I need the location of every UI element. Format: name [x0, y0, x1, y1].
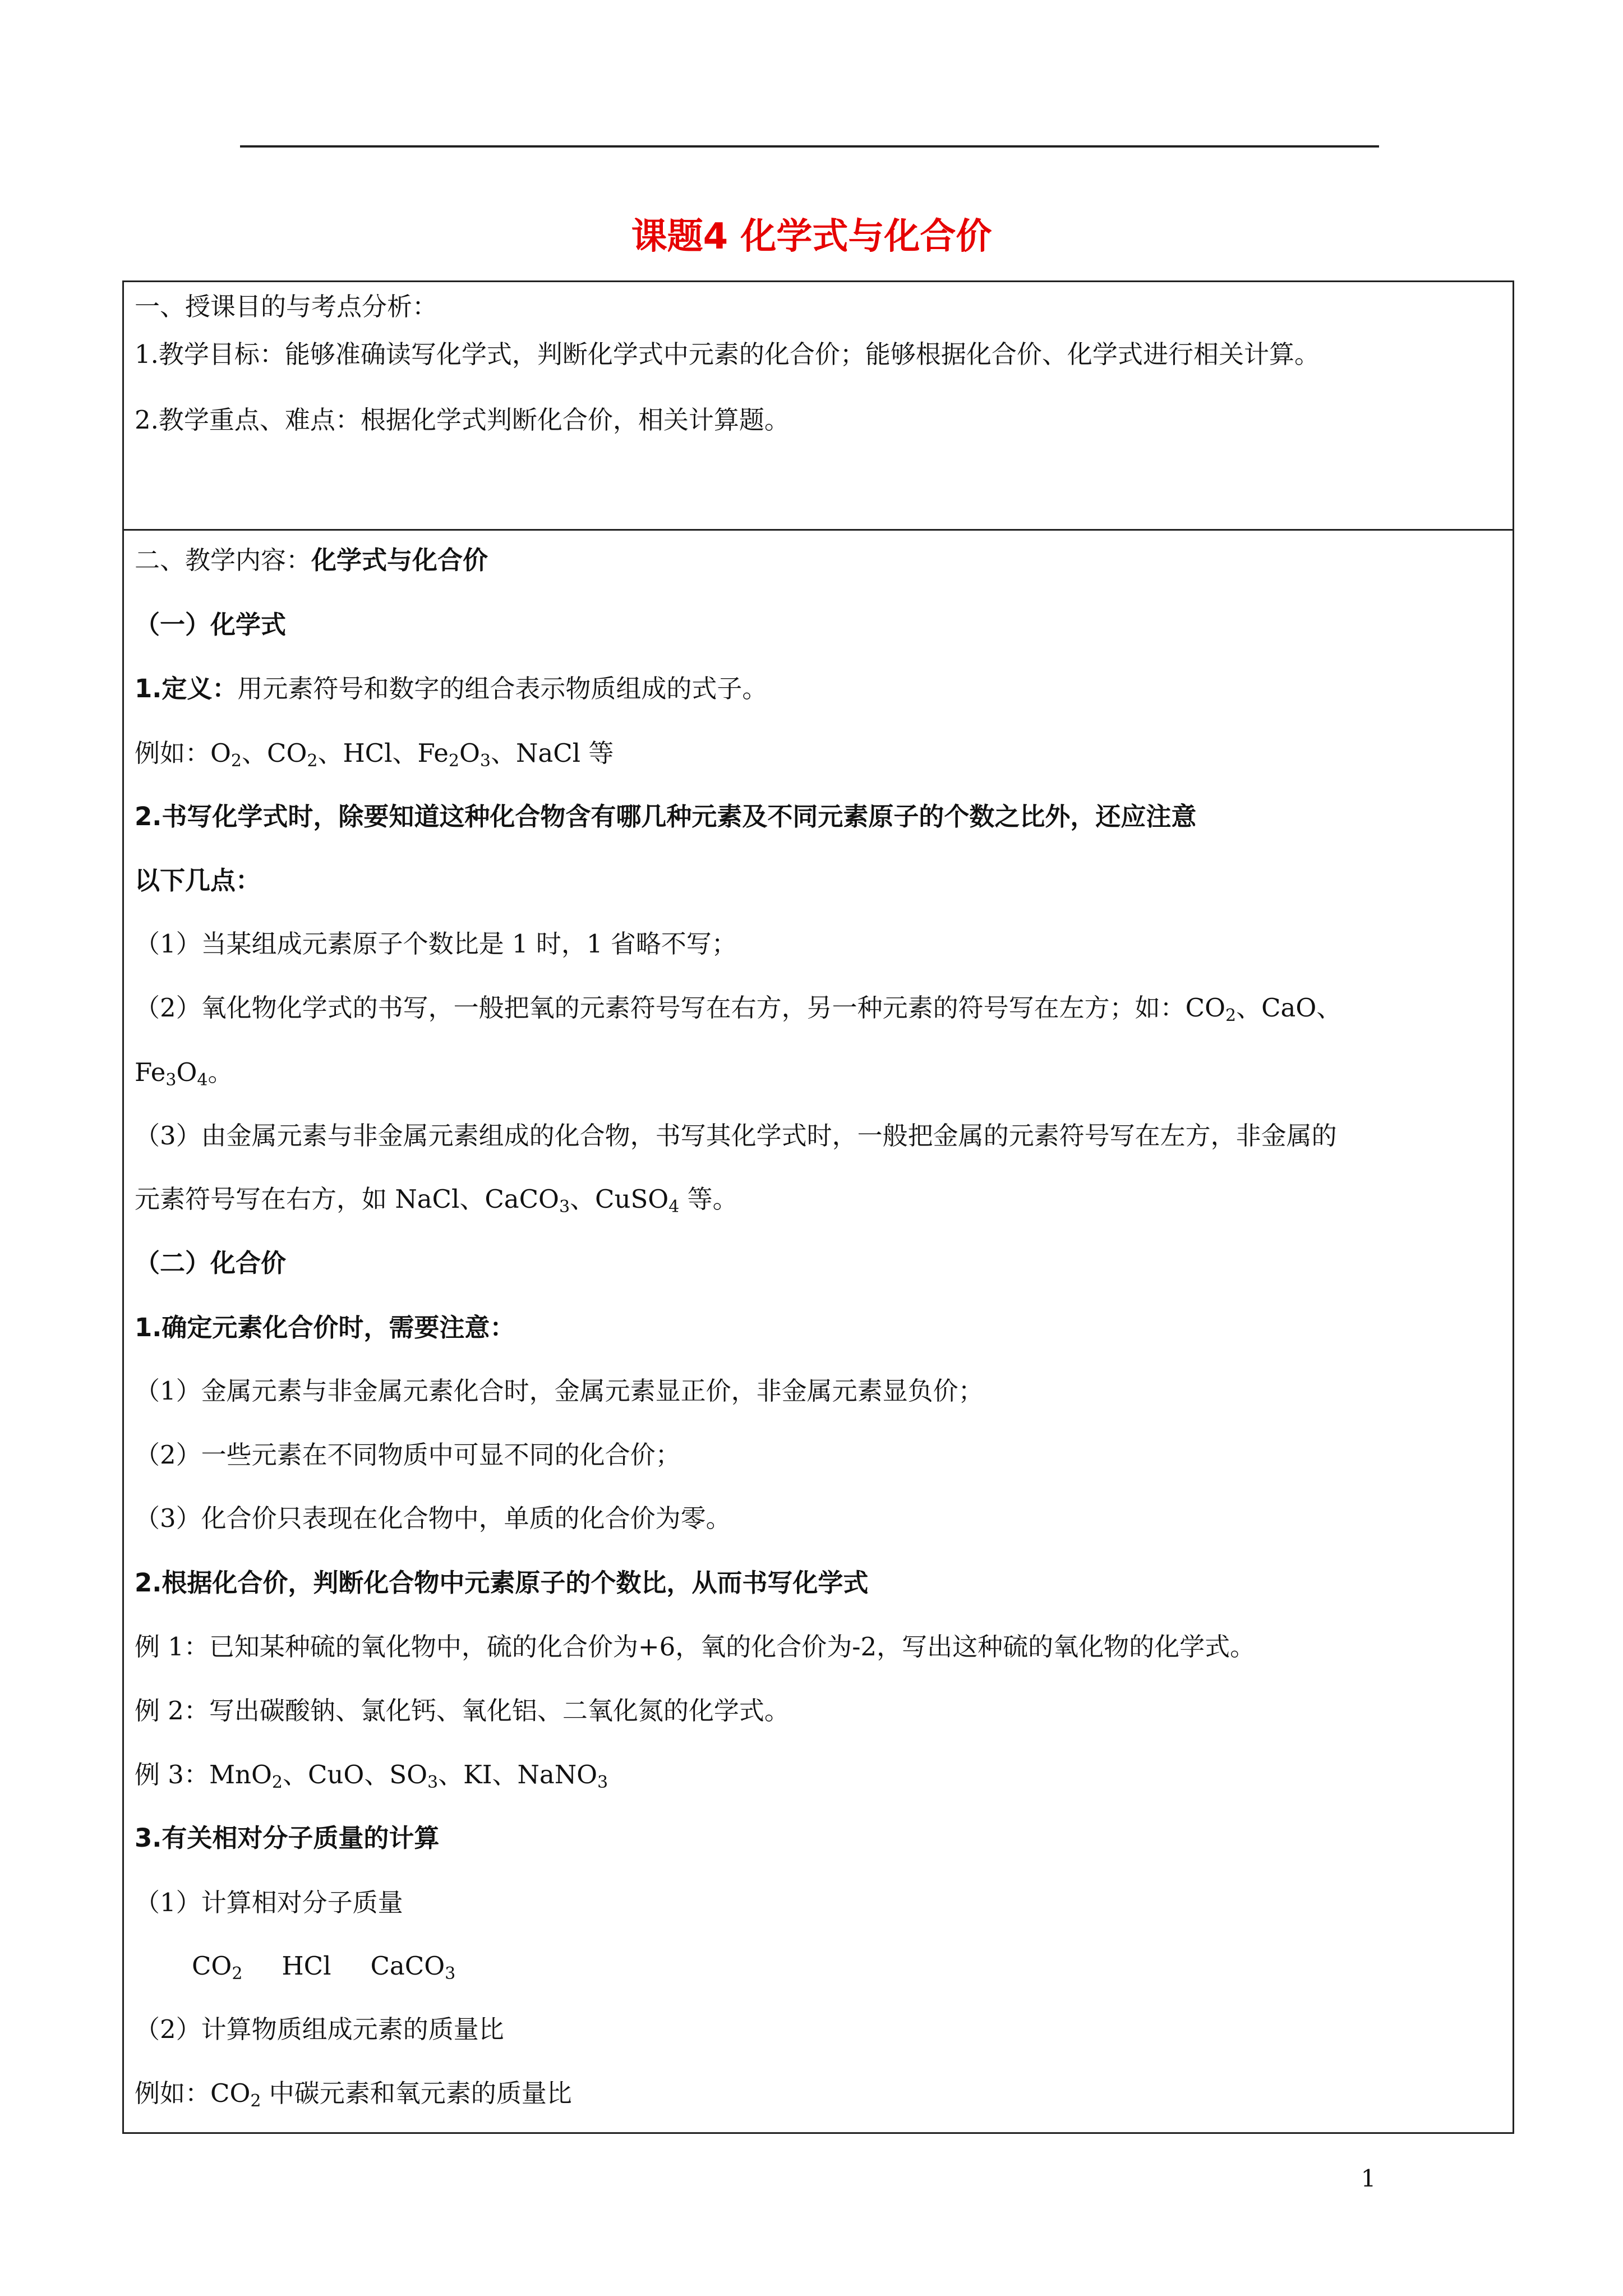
rule-1: （1）当某组成元素原子个数比是 1 时，1 省略不写； — [135, 929, 737, 959]
content-heading-topic: 化学式与化合价 — [311, 545, 488, 575]
definition-text: 用元素符号和数字的组合表示物质组成的式子。 — [237, 674, 768, 703]
teaching-goal: 1.教学目标：能够准确读写化学式，判断化学式中元素的化合价；能够根据化合价、化学式进行相关计算。 — [135, 339, 1320, 369]
calc-2-example: 例如：$CO_2$ 中碳元素和氧元素的质量比 — [135, 2078, 572, 2111]
page-number: 1 — [1361, 2165, 1376, 2192]
example-3-prefix: 例 3： — [135, 1760, 209, 1789]
formula-examples: 例如：$O_2$、$CO_2$、HCl、$Fe_2O_3$、NaCl 等 — [135, 738, 614, 771]
rule-2-text: （2）氧化物化学式的书写，一般把氧的元素符号写在右方，另一种元素的符号写在左方；如： — [135, 993, 1186, 1023]
calc-2: （2）计算物质组成元素的质量比 — [135, 2014, 504, 2044]
formula-examples-prefix: 例如： — [135, 738, 211, 768]
calc-2-example-suffix: 中碳元素和氧元素的质量比 — [269, 2078, 572, 2108]
rule-2: （2）氧化物化学式的书写，一般把氧的元素符号写在右方，另一种元素的符号写在左方；如：$CO_2$、CaO、 — [135, 993, 1342, 1025]
header-rule — [240, 145, 1379, 148]
molecular-mass-title: 3.有关相对分子质量的计算 — [135, 1823, 440, 1853]
valence-note-1: （1）金属元素与非金属元素化合时，金属元素显正价，非金属元素显负价； — [135, 1376, 984, 1406]
valence-note-3: （3）化合价只表现在化合物中，单质的化合价为零。 — [135, 1503, 731, 1533]
example-3: 例 3：MnO$_2$、CuO、$SO_3$、KI、NaNO$_3$ — [135, 1760, 608, 1792]
derive-formula: 2.根据化合价，判断化合物中元素原子的个数比，从而书写化学式 — [135, 1568, 869, 1598]
example-2: 例 2：写出碳酸钠、氯化钙、氧化铝、二氧化氮的化学式。 — [135, 1696, 790, 1726]
definition-label: 1.定义： — [135, 674, 238, 703]
calc-2-example-prefix: 例如： — [135, 2078, 211, 2108]
rule-2-cont: $Fe_3O_4$。 — [135, 1057, 233, 1090]
content-heading-prefix: 二、教学内容： — [135, 545, 312, 575]
content-heading — [135, 542, 1503, 578]
calc-1: （1）计算相对分子质量 — [135, 1888, 403, 1917]
rule-3-cont: 元素符号写在右方，如 NaCl、CaCO$_3$、CuSO$_4$ 等。 — [135, 1184, 738, 1217]
teaching-focus: 2.教学重点、难点：根据化学式判断化合价，相关计算题。 — [135, 405, 790, 435]
rule-3-cont-text: 元素符号写在右方，如 — [135, 1184, 395, 1214]
rule-3: （3）由金属元素与非金属元素组成的化合物，书写其化学式时，一般把金属的元素符号写在左方，非金属的 — [135, 1121, 1337, 1151]
writing-rules-intro: 2.书写化学式时，除要知道这种化合物含有哪几种元素及不同元素原子的个数之比外，还应注意 — [135, 802, 1197, 831]
example-1: 例 1：已知某种硫的氧化物中，硫的化合价为+6，氧的化合价为-2，写出这种硫的氧化物的化学式。 — [135, 1632, 1256, 1662]
page-title: 课题4 化学式与化合价 — [631, 216, 992, 257]
valence-note-2: （2）一些元素在不同物质中可显不同的化合价； — [135, 1440, 681, 1470]
writing-rules-intro-cont: 以下几点： — [135, 866, 261, 895]
calc-1-formulas: $CO_2$ HCl CaCO$_3$ — [192, 1951, 456, 1984]
valence-attention: 1.确定元素化合价时，需要注意： — [135, 1313, 515, 1342]
definition — [135, 671, 1503, 707]
part2-title: （二）化合价 — [135, 1248, 287, 1278]
part1-title: （一）化学式 — [135, 610, 287, 639]
objectives-heading: 一、授课目的与考点分析： — [135, 292, 438, 321]
